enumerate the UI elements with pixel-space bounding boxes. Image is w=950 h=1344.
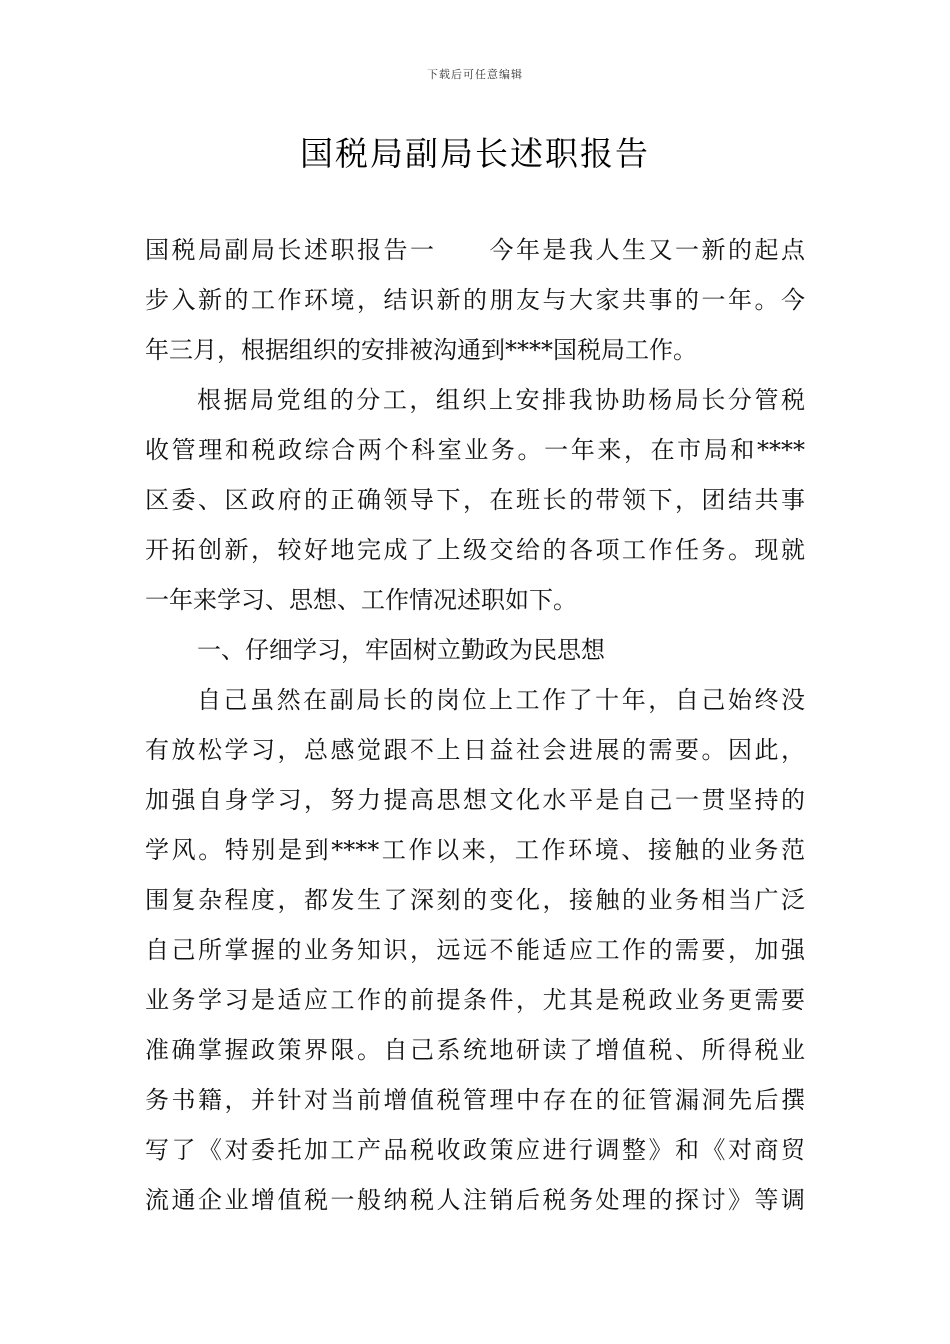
text-line: 自己所掌握的业务知识，远远不能适应工作的需要，加强 xyxy=(145,936,805,964)
text-line: 收管理和税政综合两个科室业务。一年来，在市局和**** xyxy=(145,436,805,464)
text-line: 业务学习是适应工作的前提条件，尤其是税政业务更需要 xyxy=(145,986,805,1014)
paragraph xyxy=(145,225,805,375)
text-line: 写了《对委托加工产品税收政策应进行调整》和《对商贸 xyxy=(145,1136,805,1164)
text-line: 学风。特别是到****工作以来，工作环境、接触的业务范 xyxy=(145,836,805,864)
document-title: 国税局副局长述职报告 xyxy=(300,134,650,173)
text-line: 国税局副局长述职报告一 今年是我人生又一新的起点 xyxy=(145,236,805,264)
text-line: 开拓创新，较好地完成了上级交给的各项工作任务。现就 xyxy=(145,536,805,564)
text-line: 根据局党组的分工，组织上安排我协助杨局长分管税 xyxy=(197,386,805,414)
text-line: 年三月，根据组织的安排被沟通到****国税局工作。 xyxy=(145,336,697,364)
text-line: 务书籍，并针对当前增值税管理中存在的征管漏洞先后撰 xyxy=(145,1086,805,1114)
paragraph xyxy=(145,675,805,1225)
text-line: 准确掌握政策界限。自己系统地研读了增值税、所得税业 xyxy=(145,1036,805,1064)
paragraph xyxy=(145,375,805,625)
text-line: 围复杂程度，都发生了深刻的变化，接触的业务相当广泛 xyxy=(145,886,805,914)
text-line: 一年来学习、思想、工作情况述职如下。 xyxy=(145,586,577,614)
text-line: 自己虽然在副局长的岗位上工作了十年，自己始终没 xyxy=(197,686,805,714)
text-line: 流通企业增值税一般纳税人注销后税务处理的探讨》等调 xyxy=(145,1186,805,1214)
text-line: 区委、区政府的正确领导下，在班长的带领下，团结共事 xyxy=(145,486,805,514)
header-note: 下载后可任意编辑 xyxy=(427,68,523,81)
section-heading xyxy=(145,625,805,675)
text-line: 一、仔细学习，牢固树立勤政为民思想 xyxy=(197,636,605,664)
text-line: 步入新的工作环境，结识新的朋友与大家共事的一年。今 xyxy=(145,286,805,314)
document-body xyxy=(145,225,805,1225)
text-line: 加强自身学习，努力提高思想文化水平是自己一贯坚持的 xyxy=(145,786,805,814)
text-line: 有放松学习，总感觉跟不上日益社会进展的需要。因此， xyxy=(145,736,805,764)
